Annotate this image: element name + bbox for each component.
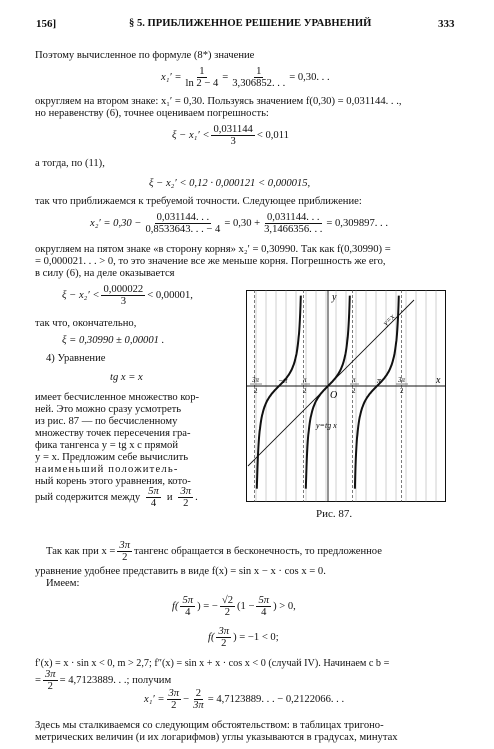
numerator: 5π <box>148 486 159 497</box>
equation-2 <box>172 124 289 147</box>
fraction <box>143 212 222 235</box>
fraction <box>191 688 206 711</box>
tick-neg-pi2-numerator: π <box>303 376 307 384</box>
eq-part: ) = − <box>197 600 218 612</box>
denominator: 2 <box>122 552 128 563</box>
equation-5 <box>62 284 193 307</box>
fraction <box>220 595 235 618</box>
equation-3: ξ − x₂′ < 0,12 · 0,000121 < 0,000015, <box>149 178 311 189</box>
denominator: 4 <box>261 607 267 618</box>
text-part: . <box>195 491 198 503</box>
eq-part: f( <box>208 631 215 643</box>
figure-caption: Рис. 87. <box>316 508 353 520</box>
fraction <box>256 595 271 618</box>
fraction <box>180 595 195 618</box>
numerator: 2 <box>195 688 202 699</box>
tick-3pi2-numerator: 3π <box>398 376 406 384</box>
tick-neg-3pi2-numerator: 3π <box>252 376 260 384</box>
eq-part: = 4,7123889. . . − 0,2122066. . . <box>207 693 345 705</box>
eq-part: ξ − x₁′ < <box>172 129 210 141</box>
text-line: = 0,000021. . . > 0, то это значение все же меньше корня. Погрешность же его, <box>35 256 386 267</box>
text-part: Так как при x = <box>46 545 116 557</box>
text-line: y = x. Предложим себе вычислить <box>35 452 189 463</box>
text-line: фика тангенса y = tg x с прямой <box>35 440 179 451</box>
tangent-branch <box>257 296 301 489</box>
eq-part: ) > 0, <box>273 600 296 612</box>
text-line: а тогда, по (11), <box>35 158 105 169</box>
fraction <box>211 124 254 147</box>
text-line: имеет бесчисленное множество кор- <box>35 392 200 403</box>
numerator: 3π <box>119 540 131 551</box>
eq-part: = <box>222 71 229 83</box>
text-line: так что, окончательно, <box>35 318 137 329</box>
text-line: метрических величин (и их логарифмов) углы указываются в градусах, минутах <box>35 732 398 743</box>
numerator: 0,000022 <box>103 284 144 295</box>
y-axis-label: y <box>332 292 337 303</box>
text-line: Здесь мы сталкиваемся со следующим обстоятельством: в таблицах тригоно- <box>35 720 384 731</box>
fraction <box>101 284 145 307</box>
text-line: Поэтому вычисленное по формуле (8*) значение <box>35 50 255 61</box>
denominator: 3,306852. . . <box>232 78 286 89</box>
origin-label: O <box>330 390 338 401</box>
text-line-with-fractions <box>35 486 198 509</box>
fraction <box>117 540 132 563</box>
text-line: из рис. 87 — по бесчисленному <box>35 416 178 427</box>
page-number: 333 <box>438 18 455 30</box>
denominator: ln 2 − 4 <box>185 78 219 89</box>
eq-part: f( <box>172 600 179 612</box>
denominator: 2 <box>47 681 53 692</box>
tick-pi2-numerator: π <box>352 376 356 384</box>
denominator: 3 <box>120 296 126 307</box>
numerator: 3π <box>218 626 230 637</box>
fraction <box>146 486 161 509</box>
tick-pi2-denominator: 2 <box>352 387 356 395</box>
tick-pi: π <box>377 376 382 385</box>
curve-label: y=tg x <box>316 421 337 430</box>
tick-3pi2-denominator: 2 <box>400 387 404 395</box>
numerator: 0,031144. . . <box>156 212 210 223</box>
equation-7: tg x = x <box>110 372 143 383</box>
fraction <box>178 486 193 509</box>
text-line: так что приближаемся к требуемой точности. Следующее приближение: <box>35 196 362 207</box>
text-line: Имеем: <box>46 578 80 589</box>
eq-part: x₁′ = <box>144 693 165 705</box>
text-part: рый содержится между <box>35 491 141 503</box>
line-label: y=x <box>381 312 397 328</box>
numerator: 1 <box>199 66 205 77</box>
denominator: 0,8533643. . . − 4 <box>145 224 221 235</box>
fraction <box>184 66 221 89</box>
text-line-with-fraction <box>46 540 382 563</box>
equation-6: ξ = 0,30990 ± 0,00001 . <box>62 335 165 346</box>
numerator: √2 <box>221 595 233 606</box>
denominator: 2 <box>221 638 227 649</box>
fraction <box>43 669 58 692</box>
eq-part: ) = −1 < 0; <box>233 631 279 643</box>
text-line: 4) Уравнение <box>46 353 106 364</box>
eq-part: = 0,30. . . <box>289 71 330 83</box>
denominator: 4 <box>185 607 191 618</box>
text-line-spaced: наименьший положитель- <box>35 464 179 475</box>
text-line: множеству точек пересечения гра- <box>35 428 191 439</box>
numerator: 0,031144. . . <box>266 212 320 223</box>
tick-neg-pi: −π <box>278 376 288 385</box>
eq-part: ξ − x₂′ < <box>62 289 100 301</box>
eq-part: = 0,30 + <box>224 217 261 229</box>
text-line: в силу (6), на деле оказывается <box>35 268 175 279</box>
denominator: 3,1466356. . . <box>264 224 323 235</box>
grid-lines <box>256 290 436 502</box>
numerator: 1 <box>256 66 262 77</box>
denominator: 2 <box>224 607 231 618</box>
text-line: f′(x) = x · sin x < 0, m > 2,7; f″(x) = sin x + x · cos x < 0 (случай IV). Начинаем с b = <box>35 658 390 669</box>
fraction <box>167 688 182 711</box>
equation-8 <box>172 595 296 618</box>
equation-9 <box>208 626 279 649</box>
figure-87-tangent-graph <box>246 290 446 502</box>
equation-4 <box>90 212 388 235</box>
tangent-branch <box>355 296 399 489</box>
numerator: 0,031144 <box>213 124 253 135</box>
denominator: 4 <box>150 498 157 509</box>
denominator: 2 <box>183 498 189 509</box>
text-line: округляем на втором знаке: x₁′ = 0,30. Пользуясь значением f(0,30) = 0,031144. . ., <box>35 96 402 107</box>
equation-1 <box>161 66 330 89</box>
denominator: 2 <box>171 700 177 711</box>
text-line: округляем на пятом знаке «в сторону корня» x₂′ = 0,30990. Так как f(0,30990) = <box>35 244 391 255</box>
running-title: § 5. ПРИБЛИЖЕННОЕ РЕШЕНИЕ УРАВНЕНИЙ <box>129 18 372 29</box>
numerator: 3π <box>180 486 192 497</box>
numerator: 5π <box>182 595 194 606</box>
text-line: но неравенству (6), точнее оцениваем погрешность: <box>35 108 269 119</box>
eq-part: = 0,309897. . . <box>326 217 388 229</box>
eq-part: < 0,00001, <box>147 289 193 301</box>
fraction <box>216 626 231 649</box>
numerator: 3π <box>44 669 56 680</box>
tick-neg-pi2-denominator: 2 <box>303 387 307 395</box>
page-section-number: 156] <box>36 18 57 30</box>
text-line: уравнение удобнее представить в виде f(x) = sin x − x · cos x = 0. <box>35 566 326 577</box>
text-part: = 4,7123889. . .; получим <box>59 674 172 686</box>
numerator: 5π <box>258 595 270 606</box>
eq-part: < 0,011 <box>256 129 289 141</box>
denominator: 3π <box>193 700 204 711</box>
text-line: ный корень этого уравнения, кото- <box>35 476 191 487</box>
eq-part: − <box>183 693 190 705</box>
equation-10 <box>144 688 344 711</box>
numerator: 3π <box>168 688 180 699</box>
eq-part: x₁′ = <box>161 71 182 83</box>
tick-neg-3pi2-denominator: 2 <box>254 387 258 395</box>
x-axis-label: x <box>436 375 441 386</box>
denominator: 3 <box>230 136 236 147</box>
text-part: тангенс обращается в бесконечность, то предложенное <box>134 545 382 557</box>
fraction <box>230 66 287 89</box>
text-part: = <box>35 674 41 686</box>
eq-part: (1 − <box>237 600 255 612</box>
text-line: ней. Это можно сразу усмотреть <box>35 404 182 415</box>
fraction <box>262 212 324 235</box>
text-part: и <box>166 491 173 503</box>
eq-part: x₂′ = 0,30 − <box>90 217 142 229</box>
